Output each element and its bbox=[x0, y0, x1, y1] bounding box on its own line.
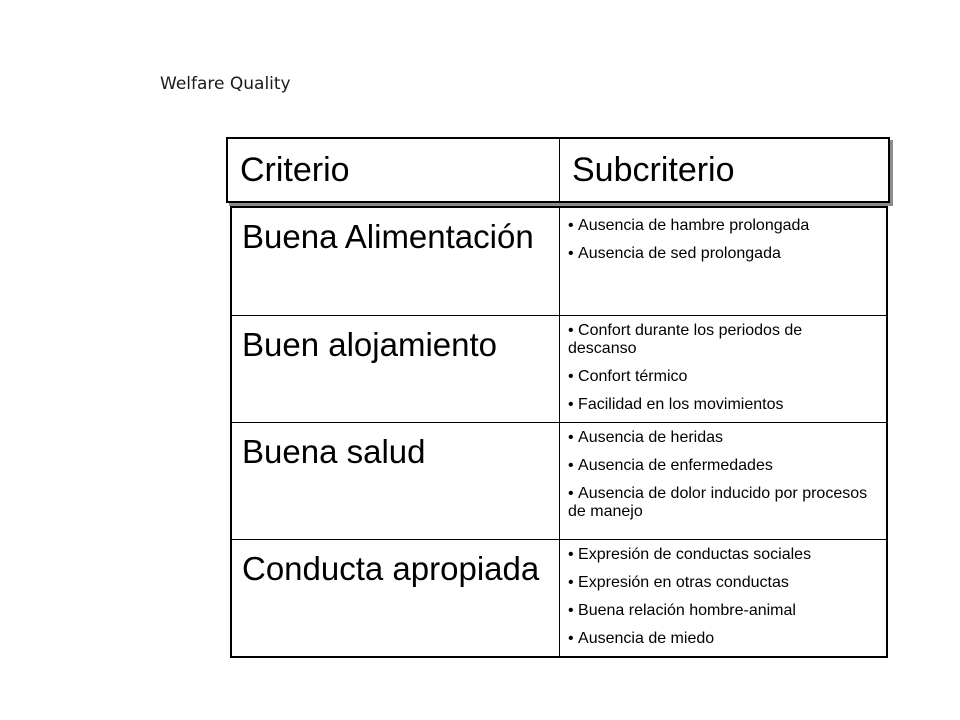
subcriterio-item: • Buena relación hombre-animal bbox=[568, 602, 872, 620]
subcriterio-cell bbox=[560, 208, 886, 315]
subcriterio-item: • Ausencia de miedo bbox=[568, 630, 872, 648]
table-row bbox=[232, 208, 886, 316]
subcriterio-item: • Ausencia de enfermedades bbox=[568, 457, 872, 475]
subcriterio-cell bbox=[560, 423, 886, 539]
criterio-cell: Buena salud bbox=[232, 423, 560, 539]
page-title: Welfare Quality bbox=[160, 74, 291, 94]
subcriterio-item: • Ausencia de hambre prolongada bbox=[568, 217, 872, 235]
table-row bbox=[232, 423, 886, 540]
subcriterio-item: • Ausencia de sed prolongada bbox=[568, 245, 872, 263]
criterio-cell: Buen alojamiento bbox=[232, 316, 560, 422]
criterio-cell: Conducta apropiada bbox=[232, 540, 560, 656]
header-criterio: Criterio bbox=[228, 139, 560, 201]
subcriterio-cell bbox=[560, 540, 886, 656]
subcriterio-cell bbox=[560, 316, 886, 422]
subcriterio-item: • Ausencia de heridas bbox=[568, 429, 872, 447]
table-row bbox=[232, 316, 886, 423]
subcriterio-item: • Confort térmico bbox=[568, 368, 872, 386]
header-subcriterio: Subcriterio bbox=[572, 150, 735, 189]
table-row bbox=[232, 540, 886, 656]
subcriterio-item: • Facilidad en los movimientos bbox=[568, 396, 872, 414]
subcriterio-item: • Expresión de conductas sociales bbox=[568, 546, 872, 564]
subcriterio-item: • Ausencia de dolor inducido por procesos de manejo bbox=[568, 485, 872, 521]
table-body bbox=[230, 206, 888, 658]
subcriterio-item: • Expresión en otras conductas bbox=[568, 574, 872, 592]
subcriterio-item: • Confort durante los periodos de descanso bbox=[568, 322, 872, 358]
criterio-cell: Buena Alimentación bbox=[232, 208, 560, 315]
table-header bbox=[226, 137, 890, 203]
